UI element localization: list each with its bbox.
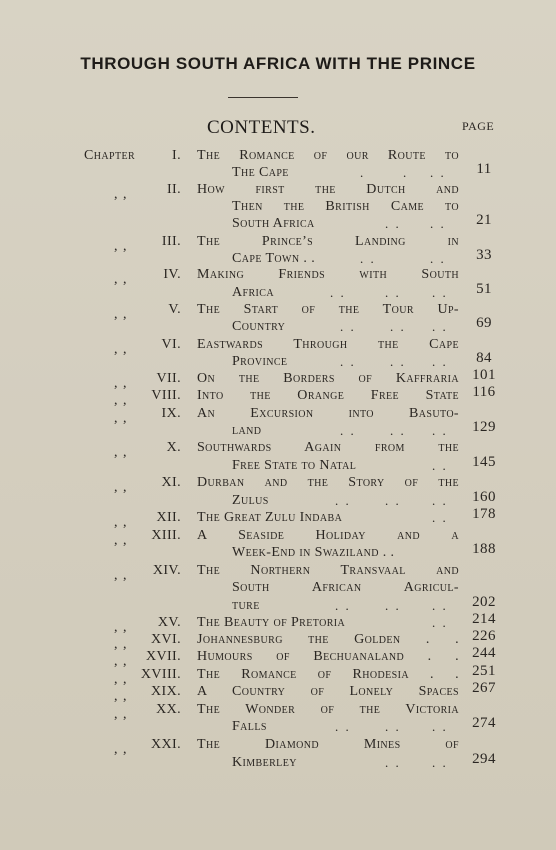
chapter-title-line: On the Borders of Kaffraria — [197, 371, 459, 386]
chapter-title-line: Humours of Bechuanaland . . — [197, 649, 459, 664]
page-number: 11 — [476, 161, 492, 177]
page-number: 226 — [472, 628, 496, 644]
page-number: 178 — [472, 506, 496, 522]
toc-line — [0, 181, 556, 202]
toc-line — [0, 751, 556, 771]
leader-dots: . . — [390, 354, 406, 369]
page-number: 69 — [476, 315, 492, 331]
ditto-mark: , , — [114, 480, 128, 495]
toc-line — [0, 384, 556, 408]
chapter-title-line: Making Friends with South — [197, 267, 459, 282]
toc-line — [0, 680, 556, 704]
chapter-label — [84, 736, 181, 757]
chapter-label — [84, 439, 181, 460]
toc-line — [0, 315, 556, 335]
ditto-mark: , , — [114, 742, 128, 757]
chapter-title-line: The Great Zulu Indaba — [197, 510, 343, 525]
chapter-number: XIX. — [151, 684, 181, 699]
chapter-label — [84, 405, 181, 426]
ditto-mark: , , — [114, 637, 128, 652]
leader-dots: . . — [385, 719, 401, 734]
chapter-number: XIV. — [152, 563, 181, 578]
chapter-number: X. — [166, 440, 181, 455]
chapter-label — [84, 266, 181, 287]
leader-dots: . . — [430, 251, 446, 266]
chapter-number: I. — [172, 148, 181, 163]
chapter-title-line: The Prince’s Landing in — [197, 234, 459, 249]
ditto-mark: , , — [114, 187, 128, 202]
page-number: 251 — [472, 663, 496, 679]
ditto-mark: , , — [114, 533, 128, 548]
chapter-label — [84, 474, 181, 495]
ditto-mark: , , — [114, 307, 128, 322]
leader-dots: . . — [385, 598, 401, 613]
toc-line — [0, 281, 556, 301]
ditto-mark: , , — [114, 620, 128, 635]
page-number: 267 — [472, 680, 496, 696]
chapter-label — [84, 631, 181, 652]
chapter-title-line: land — [232, 423, 262, 438]
chapter-number: XX. — [156, 702, 181, 717]
chapter-label — [84, 527, 181, 548]
chapter-label — [84, 701, 181, 722]
chapter-label — [84, 562, 181, 583]
ditto-mark: , , — [114, 515, 128, 530]
leader-dots: . . — [432, 319, 448, 334]
toc-line — [0, 562, 556, 583]
toc-line — [0, 506, 556, 530]
chapter-label — [84, 147, 181, 164]
page-number: 145 — [472, 454, 496, 470]
chapter-number: XVII. — [145, 649, 181, 664]
chapter-label — [84, 683, 181, 704]
chapter-number: XV. — [157, 615, 181, 630]
leader-dots: . . — [330, 285, 346, 300]
page-number: 188 — [472, 541, 496, 557]
chapter-label — [84, 509, 181, 530]
book-title: THROUGH SOUTH AFRICA WITH THE PRINCE — [80, 54, 476, 73]
chapter-number: IV. — [163, 267, 181, 282]
leader-dots: . . — [390, 423, 406, 438]
leader-dots: . . — [360, 251, 376, 266]
chapter-title-line: Province — [232, 354, 288, 369]
leader-dots: . . — [335, 493, 351, 508]
ditto-mark: , , — [114, 568, 128, 583]
leader-dots: . . — [340, 423, 356, 438]
chapter-label — [84, 666, 181, 687]
chapter-title-line: Country — [232, 319, 286, 334]
leader-dots: . . — [432, 598, 448, 613]
chapter-title-line: Free State to Natal — [232, 458, 357, 473]
page-number: 51 — [476, 281, 492, 297]
page-number: 294 — [472, 751, 496, 767]
chapter-label — [84, 370, 181, 391]
chapter-number: V. — [168, 302, 181, 317]
ditto-mark: , , — [114, 707, 128, 722]
chapter-word: Chapter — [84, 148, 136, 163]
chapter-title-line: The Beauty of Pretoria — [197, 615, 346, 630]
page-number: 21 — [476, 212, 492, 228]
leader-dots: . — [360, 165, 366, 180]
ditto-mark: , , — [114, 393, 128, 408]
chapter-label — [84, 181, 181, 202]
chapter-title-line: The Wonder of the Victoria — [197, 702, 459, 717]
chapter-title-line: A Seaside Holiday and a — [197, 528, 459, 543]
contents-heading: CONTENTS. — [207, 117, 316, 138]
chapter-label — [84, 648, 181, 669]
chapter-number: XIII. — [151, 528, 181, 543]
page-number: 116 — [472, 384, 496, 400]
ditto-mark: , , — [114, 411, 128, 426]
chapter-title-line: The Diamond Mines of — [197, 737, 459, 752]
leader-dots: . . — [432, 510, 448, 525]
ditto-mark: , , — [114, 376, 128, 391]
leader-dots: . . — [432, 719, 448, 734]
leader-dots: . . — [432, 423, 448, 438]
leader-dots: . . — [385, 285, 401, 300]
ditto-mark: , , — [114, 672, 128, 687]
chapter-title-line: Cape Town . . — [232, 251, 316, 266]
page-column-heading: PAGE — [462, 119, 495, 133]
chapter-number: II. — [166, 182, 181, 197]
leader-dots: . . — [390, 319, 406, 334]
leader-dots: . . — [432, 458, 448, 473]
chapter-title-line: A Country of Lonely Spaces — [197, 684, 459, 699]
toc-line — [0, 715, 556, 735]
chapter-title-line: The Romance of our Route to — [197, 148, 459, 163]
leader-dots: . . — [340, 319, 356, 334]
chapter-title-line: Johannesburg the Golden . . — [197, 632, 459, 647]
page-number: 101 — [472, 367, 496, 383]
ditto-mark: , , — [114, 654, 128, 669]
toc-line — [0, 454, 556, 474]
chapter-title-line: The Northern Transvaal and — [197, 563, 459, 578]
page-number: 274 — [472, 715, 496, 731]
toc-line — [0, 419, 556, 439]
leader-dots: . . — [335, 598, 351, 613]
chapter-title-line: Falls — [232, 719, 267, 734]
chapter-title-line: Zulus — [232, 493, 269, 508]
chapter-title-line: An Excursion into Basuto- — [197, 406, 459, 421]
ditto-mark: , , — [114, 689, 128, 704]
chapter-title-line: ture — [232, 598, 260, 613]
chapter-title-line: South Africa — [232, 216, 315, 231]
chapter-title-line: Southwards Again from the — [197, 440, 459, 455]
chapter-number: III. — [161, 234, 181, 249]
chapter-number: XVIII. — [140, 667, 181, 682]
leader-dots: . . — [432, 354, 448, 369]
leader-dots: . . — [432, 285, 448, 300]
chapter-number: XI. — [161, 475, 181, 490]
chapter-number: IX. — [161, 406, 181, 421]
chapter-title-line: The Start of the Tour Up- — [197, 302, 459, 317]
chapter-title-line: South African Agricul- — [232, 580, 459, 595]
title-rule — [228, 97, 298, 98]
chapter-title-line: The Romance of Rhodesia . . — [197, 667, 459, 682]
chapter-title-line: The Cape — [232, 165, 289, 180]
page-number: 202 — [472, 594, 496, 610]
chapter-label — [84, 614, 181, 635]
chapter-title-line: Africa — [232, 285, 274, 300]
chapter-number: VIII. — [151, 388, 181, 403]
chapter-number: XXI. — [151, 737, 181, 752]
page-number: 129 — [472, 419, 496, 435]
page-number: 214 — [472, 611, 496, 627]
leader-dots: . . — [385, 216, 401, 231]
page-number: 84 — [476, 350, 492, 366]
chapter-title-line: Week-End in Swaziland . . — [232, 545, 395, 560]
ditto-mark: , , — [114, 272, 128, 287]
leader-dots: . . — [385, 493, 401, 508]
chapter-title-line: Into the Orange Free State — [197, 388, 459, 403]
chapter-title-line: Then the British Came to — [232, 199, 459, 214]
ditto-mark: , , — [114, 239, 128, 254]
toc-line — [0, 247, 556, 267]
page-number: 33 — [476, 247, 492, 263]
chapter-label — [84, 233, 181, 254]
chapter-title-line: How first the Dutch and — [197, 182, 459, 197]
ditto-mark: , , — [114, 342, 128, 357]
leader-dots: . . — [340, 354, 356, 369]
leader-dots: . — [403, 165, 409, 180]
leader-dots: . . — [432, 615, 448, 630]
page-number: 160 — [472, 489, 496, 505]
leader-dots: . . — [430, 165, 446, 180]
ditto-mark: , , — [114, 445, 128, 460]
chapter-title-line: Durban and the Story of the — [197, 475, 459, 490]
chapter-number: VI. — [161, 337, 181, 352]
chapter-number: XVI. — [151, 632, 181, 647]
leader-dots: . . — [335, 719, 351, 734]
leader-dots: . . — [385, 755, 401, 770]
toc-line — [0, 212, 556, 232]
leader-dots: . . — [432, 755, 448, 770]
chapter-title-line: Kimberley — [232, 755, 297, 770]
chapter-label — [84, 336, 181, 357]
chapter-label — [84, 387, 181, 408]
toc-line — [0, 541, 556, 561]
chapter-number: XII. — [156, 510, 181, 525]
chapter-number: VII. — [156, 371, 181, 386]
leader-dots: . . — [432, 493, 448, 508]
page-number: 244 — [472, 645, 496, 661]
toc-line — [0, 161, 556, 181]
chapter-title-line: Eastwards Through the Cape — [197, 337, 459, 352]
leader-dots: . . — [430, 216, 446, 231]
chapter-label — [84, 301, 181, 322]
